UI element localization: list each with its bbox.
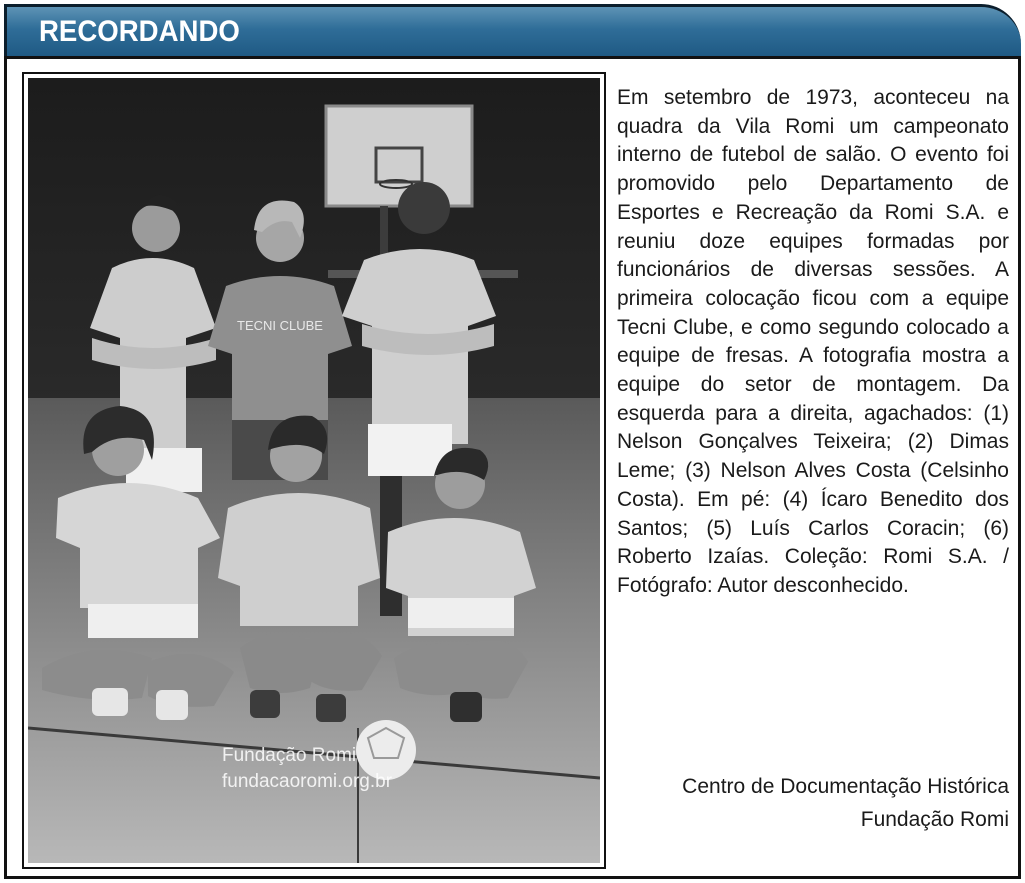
article-text: Em setembro de 1973, aconteceu na quadra da Vila Romi um campeonato interno de futebol de salão. O evento foi promovido pelo Departamento de Esportes e Recreação da Romi S.A. e reuniu doze equipes formadas por funcionários de diversas sessões. A primeira colocação ficou com a equipe Tecni Clube, e como segundo colocado a equipe de fresas. A fotografia mostra a equipe do setor de montagem. Da esquerda para a direita, agachados: (1) Nelson Gonçalves Teixeira; (2) Dimas Leme; (3) Nelson Alves Costa (Celsinho Costa). Em pé: (4) Ícaro Benedito dos Santos; (5) Luís Carlos Coracin; (6) Roberto Izaías. Coleção: Romi S.A. / Fotógrafo: Autor desconhecido. <box>617 86 1009 597</box>
jersey-lettering: TECNI CLUBE <box>237 318 323 333</box>
photo-watermark <box>222 743 392 795</box>
section-header <box>4 4 1021 56</box>
credit-line-2: Fundação Romi <box>860 808 1009 831</box>
credit-line-1: Centro de Documentação Histórica <box>682 775 1009 798</box>
section-title: RECORDANDO <box>39 15 240 48</box>
watermark-name: Fundação Romi <box>222 745 357 766</box>
watermark-url: fundacaoromi.org.br <box>222 771 393 792</box>
credit-block <box>609 770 1009 836</box>
